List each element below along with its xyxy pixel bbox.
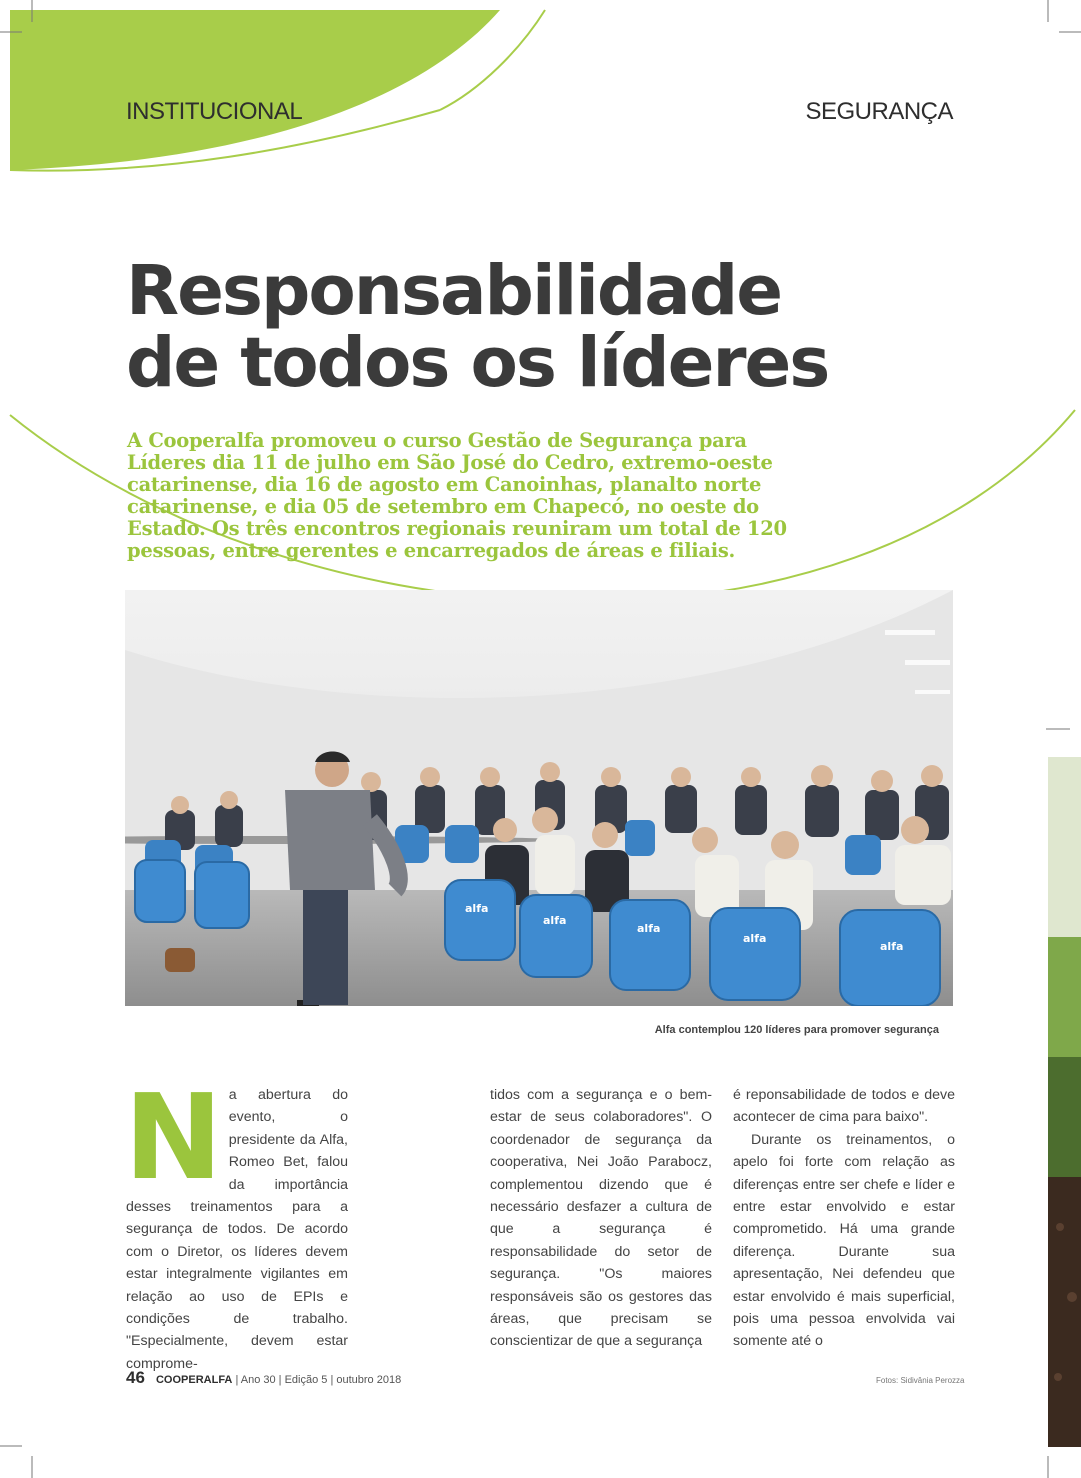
chair-logo: alfa	[543, 914, 567, 927]
chair-logo: alfa	[637, 922, 661, 935]
drop-cap: N	[124, 1068, 223, 1206]
article-title	[126, 251, 926, 403]
body-column-1	[124, 1068, 348, 1375]
photo-caption: Alfa contemplou 120 líderes para promover segurança	[654, 1024, 939, 1036]
body-column-3	[733, 1084, 955, 1353]
section-label-seguranca: SEGURANÇA	[805, 98, 953, 125]
title-line-1: Responsabilidade	[126, 251, 782, 331]
article-lead: A Cooperalfa promoveu o curso Gestão de Segurança para Líderes dia 11 de julho em São José do Cedro, extremo-oeste catarinense, dia 16 de agosto em Canoinhas, planalto norte catarinense, e dia 05 de setembro em Chapecó, no oeste do Estado. Os três encontros regionais reuniram um total de 120 pessoas, entre gerentes e encarregados de áreas e filiais.	[127, 429, 787, 562]
column-2-text: tidos com a segurança e o bem-estar de seus colaboradores". O coordenador de segurança da cooperativa, Nei João Parabocz, complementou dizendo que é necessário desfazer a cultura de que a segurança é responsabilidade do setor de segurança. "Os maiores responsáveis são os gestores das áreas, que precisam se conscientizar de que a segurança	[490, 1087, 712, 1350]
section-label-institucional: INSTITUCIONAL	[126, 98, 303, 125]
page-footer	[126, 1368, 401, 1388]
photo-credit: Fotos: Sidivânia Perozza	[876, 1376, 965, 1385]
chair-logo: alfa	[743, 932, 767, 945]
column-3-paragraph-2: Durante os treinamentos, o apelo foi forte com relação as diferenças entre ser chefe e líder e entre estar envolvido e estar comprometido. Há uma grande diferença. Durante sua apresentação, Nei defendeu que estar envolvido é mais superficial, pois uma pessoa envolvida vai somente até o	[733, 1131, 955, 1350]
column-1-text: a abertura do evento, o presidente da Alfa, Romeo Bet, falou da importância desses treinamentos para a segurança de todos. De acordo com o Diretor, os líderes devem estar integralmente vigilantes em relação ao uso de EPIs e condições de trabalho. "Especialmente, devem estar comprome-	[126, 1087, 348, 1372]
auditorium-photo	[125, 590, 953, 1006]
title-line-2: de todos os líderes	[126, 323, 829, 403]
chair-logo: alfa	[880, 940, 904, 953]
issue-info: | Ano 30 | Edição 5 | outubro 2018	[235, 1374, 402, 1386]
page-edge-strip	[1048, 757, 1081, 1447]
magazine-brand: COOPERALFA	[155, 1374, 233, 1386]
body-column-2	[490, 1084, 712, 1353]
page-number: 46	[126, 1368, 145, 1387]
chair-logo: alfa	[465, 902, 489, 915]
column-3-paragraph-1: é reponsabilidade de todos e deve acontecer de cima para baixo".	[733, 1087, 955, 1126]
